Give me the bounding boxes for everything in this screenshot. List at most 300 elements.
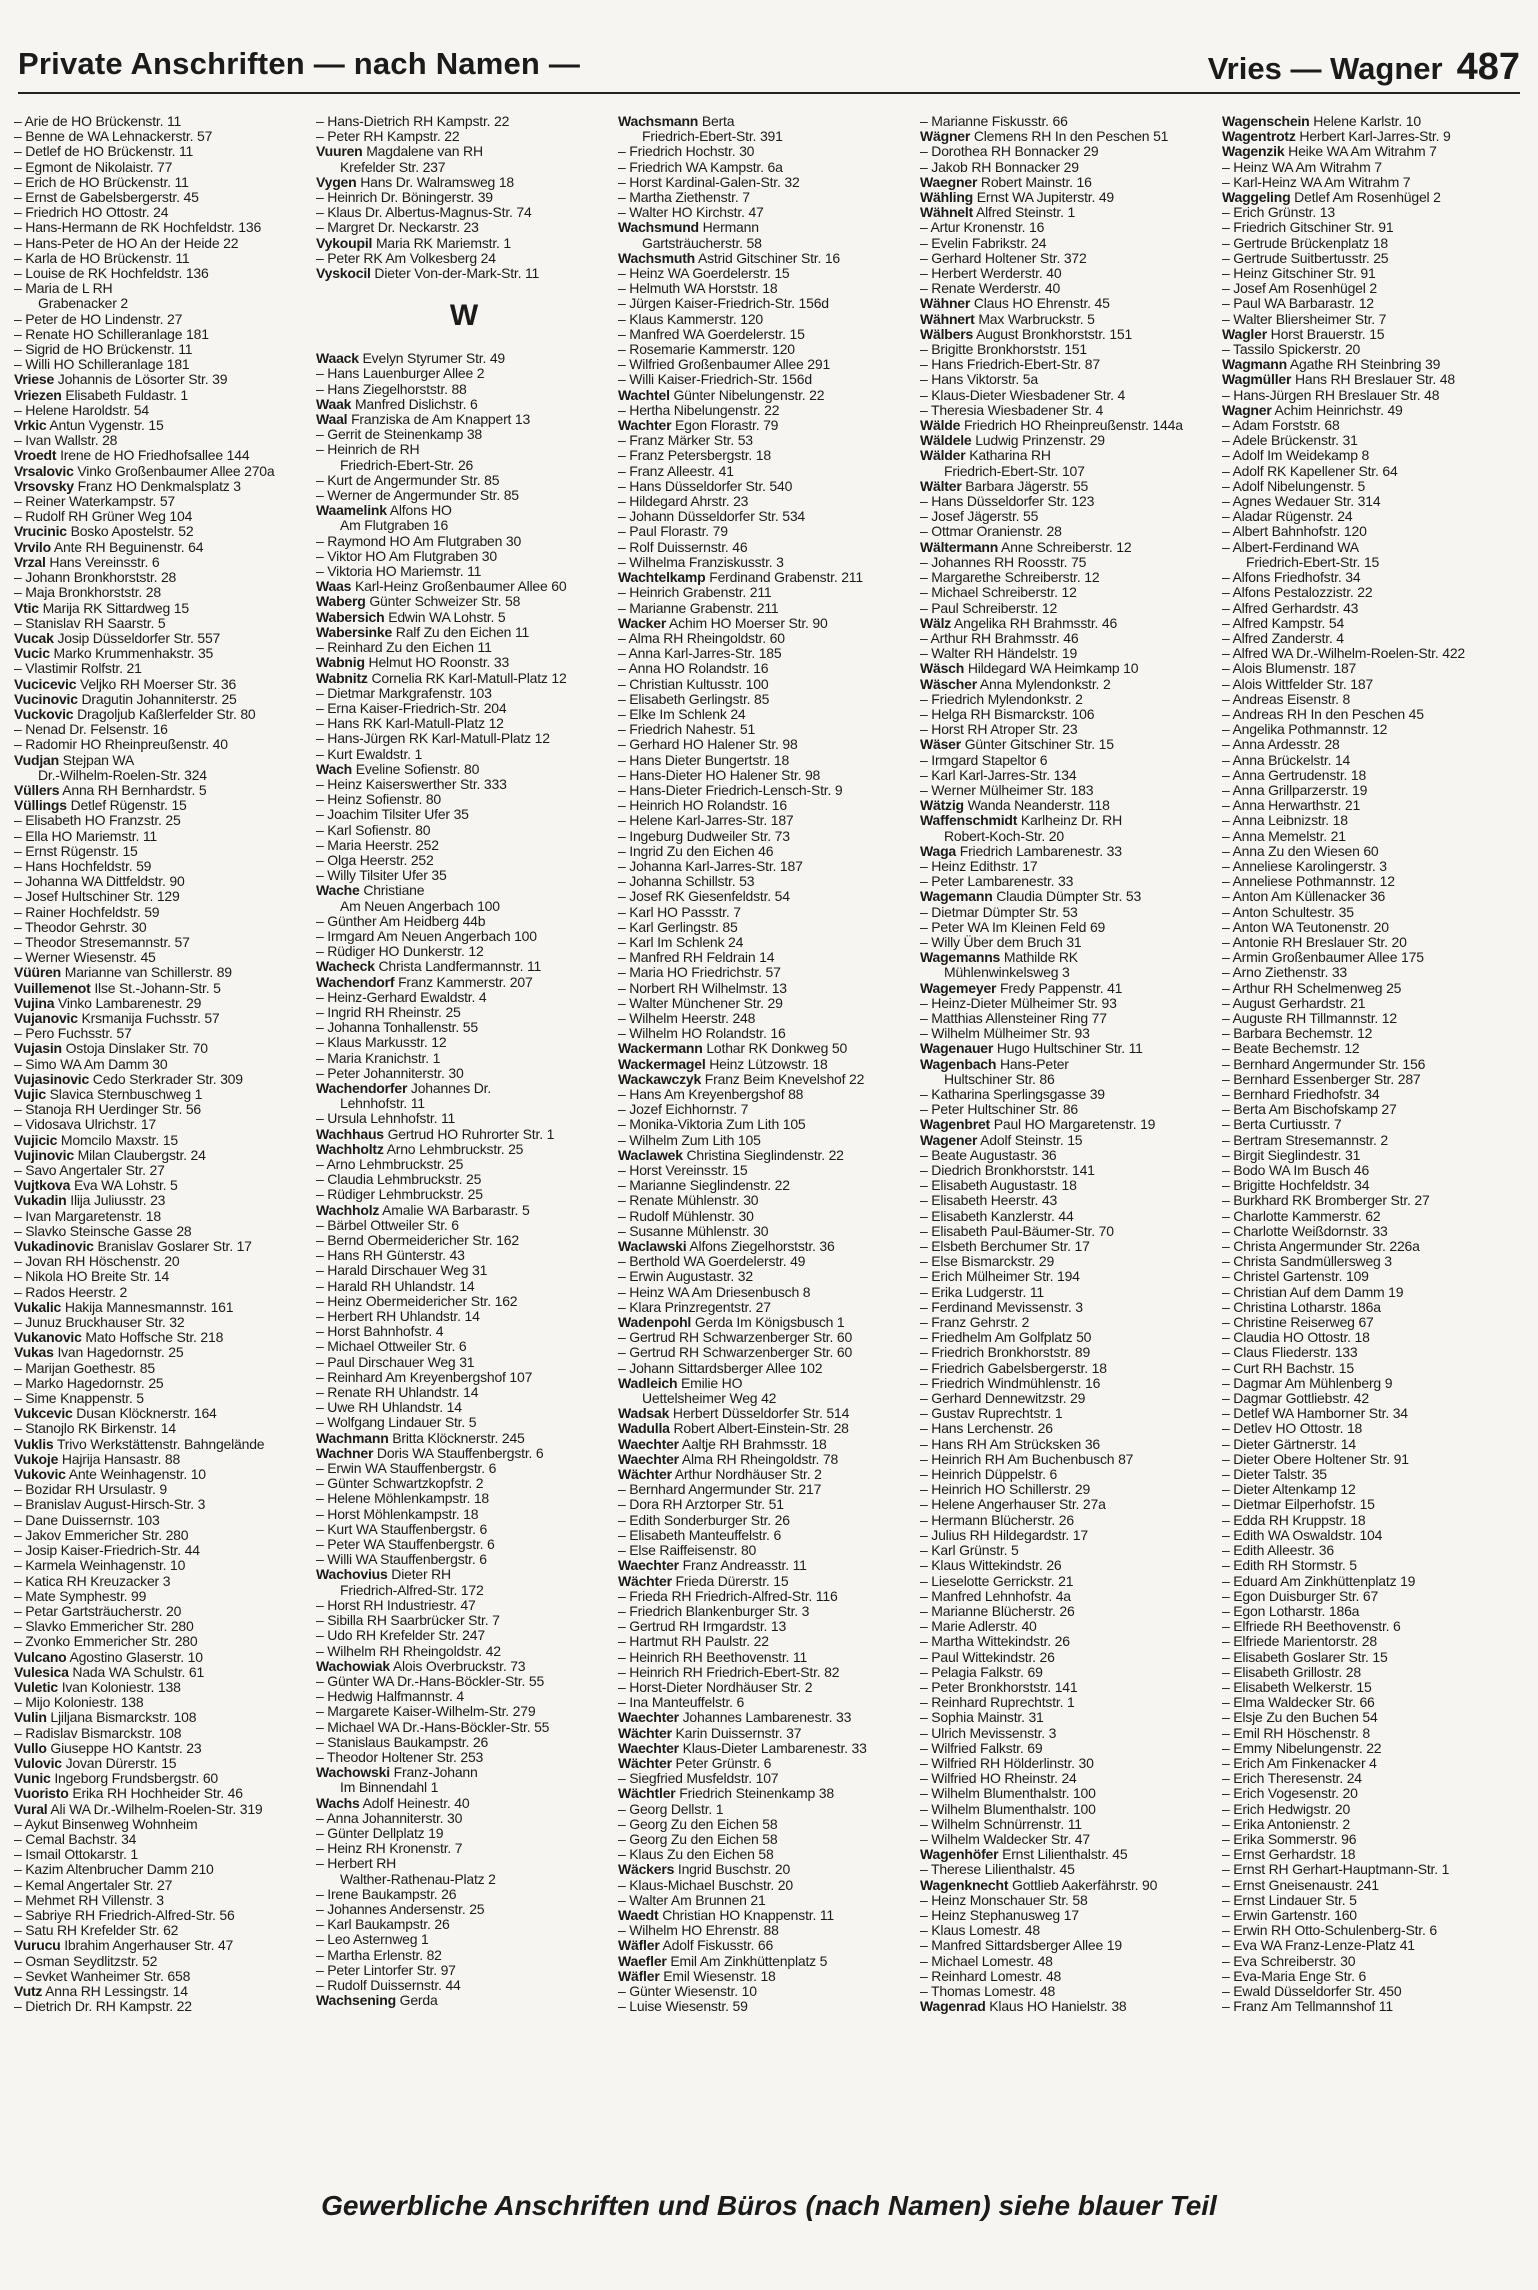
directory-entry — [618, 1726, 914, 1741]
directory-subentry — [14, 281, 310, 296]
directory-subentry — [920, 1741, 1216, 1756]
surname: Waal — [316, 412, 348, 428]
directory-subentry — [920, 1406, 1216, 1421]
entry-details: Franziska de Am Knappert 13 — [351, 412, 531, 428]
surname: Vullo — [14, 1740, 47, 1756]
entry-details: Alfred WA Dr.-Wilhelm-Roelen-Str. 422 — [1232, 646, 1466, 662]
entry-details: Ingrid RH Rheinstr. 25 — [327, 1004, 461, 1020]
entry-details: Arno Lehmbruckstr. 25 — [326, 1157, 464, 1172]
entry-details: Elisabeth Kanzlerstr. 44 — [931, 1208, 1074, 1224]
directory-subentry — [920, 1102, 1216, 1117]
entry-details: Franz Andreasstr. 11 — [682, 1558, 807, 1574]
entry-details: Friedrich Blankenburger Str. 3 — [629, 1603, 810, 1619]
entry-details: Adolf Fiskusstr. 66 — [662, 1938, 774, 1954]
directory-entry-continuation — [316, 1872, 612, 1887]
entry-details: Willi HO Schilleranlage 181 — [25, 357, 190, 373]
entry-details: Vlastimir Rolfstr. 21 — [25, 661, 142, 677]
directory-entry — [14, 372, 310, 387]
entry-details: Edith Alleestr. 36 — [1233, 1543, 1334, 1559]
surname: Wachter — [618, 418, 672, 434]
entry-details: Cedo Sterkrader Str. 309 — [92, 1071, 243, 1087]
entry-details: Marianne Fiskusstr. 66 — [931, 114, 1068, 129]
entry-details: Eduard Am Zinkhüttenplatz 19 — [1233, 1573, 1416, 1589]
directory-subentry — [14, 1832, 310, 1847]
directory-subentry — [618, 874, 914, 889]
surname: Wähner — [920, 296, 971, 312]
directory-subentry — [316, 1172, 612, 1187]
directory-subentry — [920, 266, 1216, 281]
directory-subentry — [920, 859, 1216, 874]
directory-entry — [618, 1072, 914, 1087]
entry-details: Hans Vereinsstr. 6 — [49, 554, 160, 570]
directory-subentry — [618, 1513, 914, 1528]
entry-details: Johannes Andersenstr. 25 — [327, 1901, 485, 1917]
surname: Wäckers — [618, 1862, 675, 1878]
directory-subentry — [14, 494, 310, 509]
entry-details: Therese Lilienthalstr. 45 — [931, 1862, 1075, 1878]
surname: Waga — [920, 843, 957, 859]
entry-details: Karl-Heinz WA Am Witrahm 7 — [1233, 174, 1411, 190]
directory-entry — [618, 418, 914, 433]
entry-details: Josef Hultschiner Str. 129 — [25, 889, 180, 905]
entry-details: Amalie WA Barbarastr. 5 — [382, 1202, 530, 1218]
directory-entry — [920, 950, 1216, 965]
entry-details: Gertrud RH Schwarzenberger Str. 60 — [629, 1345, 853, 1361]
entry-details: Anna Johanniterstr. 30 — [326, 1810, 463, 1826]
directory-subentry — [920, 1558, 1216, 1573]
directory-subentry — [1222, 844, 1518, 859]
entry-details: Franz Am Tellmannshof 11 — [1233, 1999, 1393, 2015]
directory-entry-continuation — [316, 1096, 612, 1111]
surname: Wagenauer — [920, 1041, 994, 1057]
directory-subentry — [1222, 1178, 1518, 1193]
entry-details: Karla de HO Brückenstr. 11 — [25, 250, 190, 266]
directory-subentry — [1222, 1938, 1518, 1953]
entry-details: Anna HO Rolandstr. 16 — [628, 661, 769, 677]
surname: Waedt — [618, 1907, 659, 1923]
entry-details: Eva-Maria Enge Str. 6 — [1233, 1968, 1367, 1984]
directory-entry — [14, 1984, 310, 1999]
directory-entry — [1222, 144, 1518, 159]
directory-subentry — [14, 251, 310, 266]
directory-subentry — [14, 737, 310, 752]
entry-details: Junuz Bruckhauser Str. 32 — [25, 1315, 185, 1331]
directory-subentry — [1222, 1710, 1518, 1725]
entry-details: Adolf Steinstr. 15 — [980, 1132, 1083, 1148]
directory-entry — [1222, 129, 1518, 144]
entry-details: Erich Hedwigstr. 20 — [1233, 1801, 1351, 1817]
entry-details: Friedrich Lambarenestr. 33 — [959, 843, 1122, 859]
directory-entry — [14, 981, 310, 996]
directory-subentry — [618, 1345, 914, 1360]
directory-subentry — [920, 1513, 1216, 1528]
entry-details: Heinz WA Am Driesenbusch 8 — [629, 1284, 811, 1300]
entry-details: Slavko Emmericher Str. 280 — [25, 1619, 194, 1635]
directory-subentry — [1222, 1057, 1518, 1072]
directory-entry — [920, 129, 1216, 144]
directory-entry — [316, 975, 612, 990]
directory-subentry — [920, 509, 1216, 524]
directory-subentry — [14, 813, 310, 828]
directory-subentry — [316, 1051, 612, 1066]
directory-entry — [920, 677, 1216, 692]
surname: Wäfler — [618, 1938, 660, 1954]
entry-details: Hultschiner Str. 86 — [944, 1071, 1055, 1087]
surname: Vuillemenot — [14, 980, 91, 996]
entry-details: Rudolf RH Grüner Weg 104 — [25, 509, 193, 525]
entry-details: Hugo Hultschiner Str. 11 — [996, 1041, 1143, 1057]
entry-details: Helene Möhlenkampstr. 18 — [327, 1491, 490, 1507]
entry-details: Friedhelm Am Golfplatz 50 — [931, 1330, 1092, 1346]
directory-subentry — [1222, 1239, 1518, 1254]
entry-details: Hildegard Ahrstr. 23 — [629, 494, 749, 510]
entry-details: Friedrich-Ebert-Str. 391 — [642, 129, 783, 145]
entry-details: Hans RK Karl-Matull-Platz 12 — [327, 716, 504, 732]
surname: Vukadin — [14, 1193, 67, 1209]
directory-entry — [14, 555, 310, 570]
entry-details: Alois Blumenstr. 187 — [1232, 661, 1357, 677]
entry-details: Hans Ziegelhorststr. 88 — [327, 381, 467, 397]
entry-details: Alois Overbruckstr. 73 — [392, 1658, 526, 1674]
entry-details: Hedwig Halfmannstr. 4 — [327, 1689, 464, 1705]
entry-details: Achim Heinrichstr. 49 — [1274, 402, 1403, 418]
entry-details: Anna Gertrudenstr. 18 — [1232, 767, 1367, 783]
directory-subentry — [14, 1862, 310, 1877]
directory-subentry — [618, 737, 914, 752]
entry-details: Dietmar Eilperhofstr. 15 — [1233, 1497, 1375, 1513]
surname: Wächter — [618, 1573, 672, 1589]
entry-details: Anna RH Lessingstr. 14 — [45, 1983, 188, 1999]
directory-entry — [316, 412, 612, 427]
entry-details: Hans Friedrich-Ebert-Str. 87 — [931, 357, 1100, 373]
entry-details: Thomas Lomestr. 48 — [931, 1983, 1056, 1999]
directory-subentry — [1222, 1589, 1518, 1604]
directory-entry — [14, 707, 310, 722]
directory-entry — [14, 1239, 310, 1254]
entry-details: Irmgard Am Neuen Angerbach 100 — [327, 928, 537, 944]
surname: Vüllings — [14, 798, 67, 814]
entry-details: Dieter Obere Holtener Str. 91 — [1233, 1451, 1409, 1467]
entry-details: Herbert RH Uhlandstr. 14 — [327, 1309, 480, 1325]
directory-subentry — [316, 473, 612, 488]
directory-subentry — [618, 965, 914, 980]
directory-subentry — [1222, 1193, 1518, 1208]
surname: Waechter — [618, 1451, 679, 1467]
directory-subentry — [1222, 1345, 1518, 1360]
directory-entry — [618, 1148, 914, 1163]
directory-entry — [14, 1467, 310, 1482]
directory-subentry — [1222, 1802, 1518, 1817]
directory-subentry — [920, 1391, 1216, 1406]
directory-subentry — [316, 1476, 612, 1491]
entry-details: Siegfried Musfeldstr. 107 — [629, 1771, 779, 1787]
directory-subentry — [618, 1619, 914, 1634]
entry-details: Pero Fuchsstr. 57 — [25, 1026, 132, 1042]
entry-details: Christel Gartenstr. 109 — [1233, 1269, 1369, 1285]
surname: Vygen — [316, 174, 357, 190]
entry-details: Ernst Gerhardstr. 18 — [1233, 1847, 1356, 1863]
entry-details: Gerda Im Königsbusch 1 — [694, 1315, 845, 1331]
directory-subentry — [1222, 312, 1518, 327]
directory-subentry — [618, 312, 914, 327]
directory-entry-continuation — [316, 458, 612, 473]
entry-details: Christa Angermunder Str. 226a — [1233, 1239, 1420, 1255]
directory-entry — [618, 1938, 914, 1953]
directory-subentry — [920, 1634, 1216, 1649]
entry-details: Hans RH Am Strücksken 36 — [931, 1436, 1100, 1452]
surname: Wäser — [920, 737, 962, 753]
entry-details: Claudia Dümpter Str. 53 — [996, 889, 1142, 905]
page-header — [18, 46, 1520, 94]
entry-details: Wilhelm Mülheimer Str. 93 — [931, 1026, 1090, 1042]
surname: Wabnitz — [316, 670, 368, 686]
directory-subentry — [1222, 464, 1518, 479]
directory-subentry — [920, 403, 1216, 418]
entry-details: Heinrich Grabenstr. 211 — [629, 585, 772, 601]
entry-details: Nada WA Schulstr. 61 — [72, 1664, 205, 1680]
surname: Vyskocil — [316, 266, 371, 282]
entry-details: Irene de HO Friedhofsallee 144 — [60, 448, 250, 464]
directory-subentry — [1222, 1315, 1518, 1330]
entry-details: Anne Schreiberstr. 12 — [1001, 539, 1132, 555]
surname: Wachsening — [316, 1993, 396, 2009]
directory-entry — [14, 1178, 310, 1193]
entry-details: Ewald Düsseldorfer Str. 450 — [1233, 1983, 1402, 1999]
directory-entry — [920, 1057, 1216, 1072]
entry-details: Friedrich Nahestr. 51 — [629, 722, 756, 738]
entry-details: Arno Ziethenstr. 33 — [1232, 965, 1348, 981]
entry-details: Angelika RH Brahmsstr. 46 — [954, 615, 1118, 631]
directory-subentry — [920, 646, 1216, 661]
entry-details: Eveline Sofienstr. 80 — [355, 761, 480, 777]
entry-details: Elisabeth Gerlingstr. 85 — [629, 691, 770, 707]
directory-subentry — [1222, 1361, 1518, 1376]
surname: Waffenschmidt — [920, 813, 1018, 829]
entry-details: Arthur RH Brahmsstr. 46 — [930, 630, 1079, 646]
directory-subentry — [618, 448, 914, 463]
entry-details: Mijo Koloniestr. 138 — [25, 1695, 144, 1711]
directory-entry-continuation — [316, 518, 612, 533]
surname: Vuckovic — [14, 706, 74, 722]
surname: Waechter — [618, 1436, 679, 1452]
entry-details: Alfred Zanderstr. 4 — [1232, 630, 1344, 646]
surname: Wache — [316, 883, 360, 899]
entry-details: Anna Brückelstr. 14 — [1232, 752, 1351, 768]
directory-subentry — [316, 868, 612, 883]
entry-details: Heinz RH Kronenstr. 7 — [327, 1841, 463, 1857]
directory-subentry — [14, 1893, 310, 1908]
entry-details: Klaus Kammerstr. 120 — [629, 311, 764, 327]
directory-subentry — [1222, 965, 1518, 980]
entry-details: Jürgen Kaiser-Friedrich-Str. 156d — [629, 296, 829, 312]
directory-subentry — [1222, 798, 1518, 813]
entry-details: Margarethe Schreiberstr. 12 — [931, 570, 1100, 586]
entry-details: Peter Bronkhorststr. 141 — [931, 1679, 1078, 1695]
directory-subentry — [1222, 1041, 1518, 1056]
entry-details: Heinrich Dr. Böningerstr. 39 — [327, 190, 493, 206]
directory-subentry — [618, 1634, 914, 1649]
entry-details: Claudia HO Ottostr. 18 — [1233, 1330, 1370, 1346]
entry-details: Michael Ottweiler Str. 6 — [327, 1339, 467, 1355]
directory-entry — [618, 1969, 914, 1984]
entry-details: Reinhard Zu den Eichen 11 — [327, 640, 492, 656]
entry-details: Aykut Binsenweg Wohnheim — [24, 1816, 198, 1832]
entry-details: Paul Wittekindstr. 26 — [931, 1649, 1055, 1665]
entry-details: Günter WA Dr.-Hans-Böckler-Str. 55 — [327, 1673, 545, 1689]
directory-subentry — [316, 1370, 612, 1385]
entry-details: Bertram Stresemannstr. 2 — [1233, 1132, 1388, 1148]
surname: Vujasinovic — [14, 1071, 90, 1087]
directory-subentry — [618, 1163, 914, 1178]
surname: Vrvilo — [14, 539, 51, 555]
entry-details: Dietmar Markgrafenstr. 103 — [327, 685, 492, 701]
directory-subentry — [1222, 616, 1518, 631]
surname: Wachsmund — [618, 220, 699, 236]
entry-details: Heike WA Am Witrahm 7 — [1288, 144, 1437, 160]
entry-details: Cornelia RK Karl-Matull-Platz 12 — [371, 670, 567, 686]
surname: Wähling — [920, 190, 974, 206]
entry-details: Irene Baukampstr. 26 — [327, 1886, 457, 1902]
directory-entry-continuation — [14, 296, 310, 311]
entry-details: Peter Lintorfer Str. 97 — [327, 1962, 456, 1978]
entry-details: Ferdinand Mevissenstr. 3 — [931, 1299, 1083, 1315]
directory-subentry — [14, 1999, 310, 2014]
entry-details: Christian Auf dem Damm 19 — [1233, 1284, 1404, 1300]
directory-entry — [14, 1193, 310, 1208]
entry-details: Elisabeth Paul-Bäumer-Str. 70 — [931, 1223, 1114, 1239]
entry-details: Ali WA Dr.-Wilhelm-Roelen-Str. 319 — [50, 1801, 263, 1817]
directory-subentry — [1222, 935, 1518, 950]
entry-details: Ostoja Dinslaker Str. 70 — [65, 1041, 208, 1057]
entry-details: Friedrich Gitschiner Str. 91 — [1233, 220, 1394, 236]
entry-details: Arthur RH Schelmenweg 25 — [1232, 980, 1402, 996]
directory-entry — [316, 266, 612, 281]
directory-subentry — [920, 251, 1216, 266]
entry-details: Christian Kultusstr. 100 — [629, 676, 769, 692]
directory-subentry — [1222, 859, 1518, 874]
directory-subentry — [1222, 570, 1518, 585]
directory-subentry — [920, 585, 1216, 600]
surname: Wagner — [1222, 402, 1272, 418]
directory-subentry — [14, 114, 310, 129]
entry-details: Astrid Gitschiner Str. 16 — [697, 250, 841, 266]
entry-details: Klaus Zu den Eichen 58 — [629, 1847, 774, 1863]
directory-subentry — [14, 1954, 310, 1969]
surname: Wähnelt — [920, 205, 974, 221]
directory-subentry — [14, 1163, 310, 1178]
directory-subentry — [14, 1574, 310, 1589]
directory-subentry — [316, 1811, 612, 1826]
entry-details: Louise de RK Hochfeldstr. 136 — [25, 266, 209, 282]
entry-details: Anton Schultestr. 35 — [1232, 904, 1354, 920]
directory-subentry — [920, 220, 1216, 235]
directory-subentry — [14, 1908, 310, 1923]
entry-details: Udo RH Krefelder Str. 247 — [327, 1628, 485, 1644]
directory-subentry — [618, 524, 914, 539]
entry-details: Alfred Steinstr. 1 — [975, 205, 1076, 221]
directory-subentry — [316, 1856, 612, 1871]
surname: Wackermagel — [618, 1056, 706, 1072]
surname: Wachtel — [618, 387, 670, 403]
entry-details: Michael WA Dr.-Hans-Böckler-Str. 55 — [327, 1719, 550, 1735]
entry-details: Krefelder Str. 237 — [340, 159, 446, 175]
entry-details: Hartmut RH Paulstr. 22 — [629, 1634, 769, 1650]
directory-subentry — [1222, 585, 1518, 600]
directory-subentry — [920, 1026, 1216, 1041]
directory-subentry — [618, 190, 914, 205]
entry-details: Detlef Rügenstr. 15 — [70, 798, 187, 814]
entry-details: Osman Seydlitzstr. 52 — [25, 1953, 158, 1969]
entry-details: Bernhard Essenberger Str. 287 — [1233, 1071, 1421, 1087]
surname: Wabersich — [316, 609, 385, 625]
directory-subentry — [14, 1589, 310, 1604]
directory-entry — [14, 388, 310, 403]
entry-details: Rolf Duissernstr. 46 — [629, 539, 748, 555]
entry-details: Dora RH Arztorper Str. 51 — [629, 1497, 784, 1513]
entry-details: Wilhelm Schnürrenstr. 11 — [931, 1816, 1082, 1832]
entry-details: Hans-Jürgen RK Karl-Matull-Platz 12 — [327, 731, 550, 747]
directory-subentry — [1222, 601, 1518, 616]
page-number: 487 — [1456, 46, 1520, 88]
directory-entry — [14, 1938, 310, 1953]
directory-entry — [920, 1117, 1216, 1132]
entry-details: Eva WA Lohstr. 5 — [73, 1178, 178, 1194]
surname: Wälter — [920, 478, 962, 494]
directory-subentry — [1222, 768, 1518, 783]
directory-entry — [14, 1330, 310, 1345]
name-range: Vries — Wagner — [1207, 51, 1443, 86]
entry-details: August Gerhardstr. 21 — [1232, 995, 1366, 1011]
entry-details: Karl Sofienstr. 80 — [327, 822, 431, 838]
entry-details: Elisabeth Welkerstr. 15 — [1233, 1679, 1372, 1695]
entry-details: Milan Claubergstr. 24 — [77, 1147, 206, 1163]
directory-entry — [316, 1127, 612, 1142]
entry-details: Emmy Nibelungenstr. 22 — [1233, 1740, 1382, 1756]
entry-details: Wilhelm Waldecker Str. 47 — [931, 1831, 1090, 1847]
entry-details: Ilse St.-Johann-Str. 5 — [94, 980, 221, 996]
entry-details: Clemens RH In den Peschen 51 — [973, 129, 1169, 145]
directory-subentry — [1222, 1786, 1518, 1801]
entry-details: Satu RH Krefelder Str. 62 — [25, 1923, 179, 1939]
entry-details: Ivan Margaretenstr. 18 — [25, 1208, 161, 1224]
directory-entry — [920, 312, 1216, 327]
directory-subentry — [1222, 1528, 1518, 1543]
directory-subentry — [1222, 281, 1518, 296]
entry-details: Renate HO Schilleranlage 181 — [25, 326, 209, 342]
entry-details: Momcilo Maxstr. 15 — [60, 1132, 178, 1148]
entry-details: Brigitte Bronkhorststr. 151 — [931, 342, 1087, 358]
directory-subentry — [1222, 1680, 1518, 1695]
directory-subentry — [316, 853, 612, 868]
entry-details: Heinrich de RH — [327, 442, 420, 458]
surname: Vriese — [14, 372, 55, 388]
directory-subentry — [618, 403, 914, 418]
directory-subentry — [316, 1263, 612, 1278]
entry-details: Klaus-Dieter Lambarenestr. 33 — [682, 1740, 867, 1756]
directory-subentry — [14, 1269, 310, 1284]
directory-entry — [14, 1011, 310, 1026]
directory-entry — [316, 1431, 612, 1446]
surname: Vtic — [14, 600, 39, 616]
entry-details: Anna Herwarthstr. 21 — [1232, 798, 1361, 814]
surname: Vüllers — [14, 782, 60, 798]
entry-details: Helene Karl-Jarres-Str. 187 — [629, 813, 794, 829]
directory-subentry — [1222, 1133, 1518, 1148]
directory-subentry — [920, 1300, 1216, 1315]
entry-details: Manfred Lehnhofstr. 4a — [931, 1588, 1071, 1604]
directory-entry — [14, 783, 310, 798]
directory-entry — [618, 1406, 914, 1421]
